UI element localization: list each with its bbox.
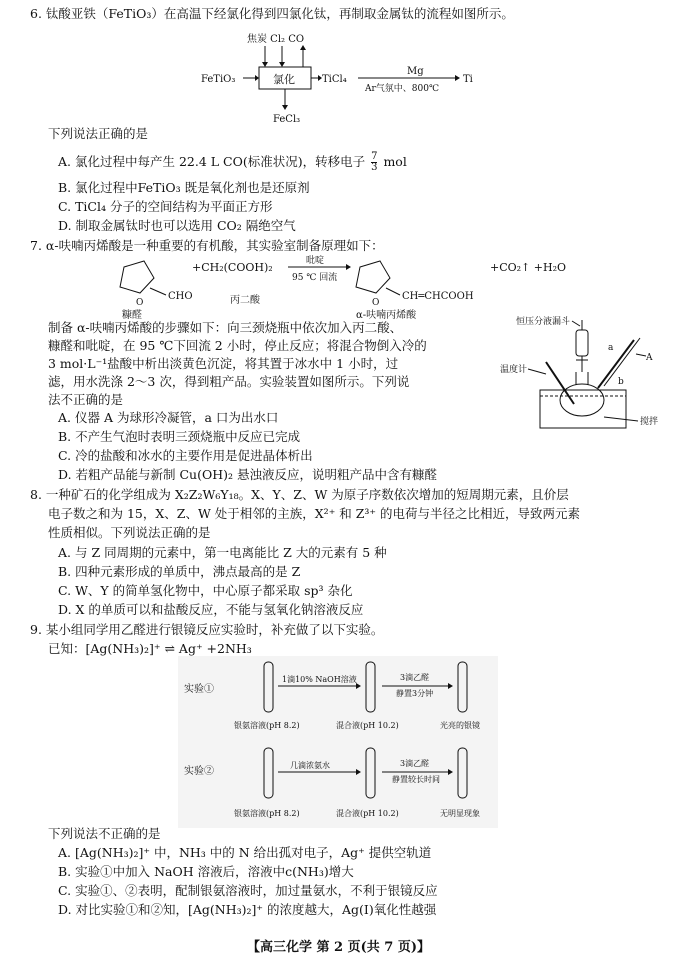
q6-option-c: C. TiCl₄ 分子的空间结构为平面正方形 [58, 199, 273, 214]
q9-option-d: D. 对比实验①和②知，[Ag(NH₃)₂]⁺ 的浓度越大，Ag(Ⅰ)氧化性越强 [58, 902, 437, 917]
q9-option-a: A. [Ag(NH₃)₂]⁺ 中，NH₃ 中的 N 给出孤对电子，Ag⁺ 提供空轨道 [58, 845, 432, 860]
port-b-label: b [618, 377, 624, 387]
three-neck-flask [560, 384, 604, 416]
q6-option-a-text: A. 氯化过程中每产生 22.4 L CO(标准状况)，转移电子 [58, 154, 366, 169]
q9-option-b: B. 实验①中加入 NaOH 溶液后，溶液中c(NH₃)增大 [58, 864, 354, 879]
exp1-tube2-label: 混合液(pH 10.2) [336, 721, 399, 730]
product-side-chain: CH═CHCOOH [402, 291, 474, 302]
exp1-tube1-label: 银氨溶液(pH 8.2) [234, 721, 300, 730]
exp2-tube3-label: 无明显现象 [440, 809, 480, 818]
q6-fraction-denominator: 3 [371, 162, 378, 173]
funnel-label: 恒压分液漏斗 [516, 317, 571, 327]
q6-option-b: B. 氯化过程中FeTiO₃ 既是氧化剂也是还原剂 [58, 180, 310, 195]
furfural-cho: CHO [168, 291, 193, 302]
q7-option-a: A. 仪器 A 为球形冷凝管，a 口为出水口 [58, 410, 279, 425]
q9-stem: 9. 某小组同学用乙醛进行银镜反应实验时，补充做了以下实验。 [30, 622, 384, 637]
exp1-step2a: 3滴乙醛 [400, 673, 430, 682]
q8-line-1: 8. 一种矿石的化学组成为 X₂Z₂W₆Y₁₈。X、Y、Z、W 为原子序数依次增加的短周期元素，且价层 [30, 487, 569, 502]
malonic-acid-plus: +CH₂(COOH)₂ [192, 261, 273, 274]
q7-procedure-line-2: 糠醛和吡啶，在 95 ℃下回流 2 小时，停止反应；将混合物倒入冷的 [48, 338, 427, 353]
q8-option-c: C. W、Y 的简单氢化物中，中心原子都采取 sp³ 杂化 [58, 583, 353, 598]
product-oxygen: O [372, 298, 380, 308]
q7-procedure-line-5: 法不正确的是 [48, 392, 124, 407]
q6-flow-diagram [195, 28, 485, 128]
exp2-step2b: 静置较长时间 [392, 775, 440, 784]
exp2-tube2-label: 混合液(pH 10.2) [336, 809, 399, 818]
stirrer-label: 搅拌 [640, 417, 659, 427]
q9-experiment-diagram [178, 656, 498, 828]
q6-flow-bottom: FeCl₃ [273, 114, 301, 125]
q7-reaction-scheme [110, 253, 590, 321]
thermometer-label: 温度计 [500, 365, 528, 375]
catalyst-label: 吡啶 [306, 256, 325, 266]
q6-flow-box: 氯化 [273, 73, 295, 86]
q6-option-a [58, 152, 407, 173]
q7-procedure-line-3: 3 mol·L⁻¹盐酸中析出淡黄色沉淀，将其置于冰水中 1 小时，过 [48, 356, 399, 371]
q8-line-2: 电子数之和为 15，X、Z、W 处于相邻的主族，X²⁺ 和 Z³⁺ 的电荷与半径之比相近，导致两元素 [48, 506, 581, 521]
name-furfural: 糠醛 [122, 310, 142, 321]
q6-flow-inputs: 焦炭 Cl₂ CO [247, 34, 305, 45]
q7-stem: 7. α-呋喃丙烯酸是一种重要的有机酸，其实验室制备原理如下： [30, 238, 384, 253]
exp1-label: 实验① [184, 684, 214, 695]
exp2-step2a: 3滴乙醛 [400, 759, 430, 768]
q7-option-b: B. 不产生气泡时表明三颈烧瓶中反应已完成 [58, 429, 301, 444]
q6-flow-reagent: Mg [407, 66, 424, 77]
q6-flow-mid: TiCl₄ [322, 74, 347, 85]
page-footer: 【高三化学 第 2 页(共 7 页)】 [246, 940, 431, 955]
q8-option-b: B. 四种元素形成的单质中，沸点最高的是 Z [58, 564, 301, 579]
reaction-condition: 95 ℃ 回流 [292, 273, 338, 283]
q9-option-c: C. 实验①、②表明，配制银氨溶液时，加过量氨水，不利于银镜反应 [58, 883, 438, 898]
q6-flow-cond: Ar气氛中、800℃ [365, 84, 440, 94]
exp1-step1: 1滴10% NaOH溶液 [282, 675, 357, 684]
name-product: α-呋喃丙烯酸 [356, 310, 417, 321]
q7-apparatus [500, 312, 660, 442]
q7-option-c: C. 冷的盐酸和冰水的主要作用是促进晶体析出 [58, 448, 313, 463]
furfural-ring [120, 261, 154, 293]
q6-option-d: D. 制取金属钛时也可以选用 CO₂ 隔绝空气 [58, 218, 296, 233]
byproducts: +CO₂↑ +H₂O [490, 261, 567, 274]
q7-option-d: D. 若粗产品能与新制 Cu(OH)₂ 悬浊液反应，说明粗产品中含有糠醛 [58, 467, 437, 482]
q6-option-a-fraction [371, 152, 377, 173]
exp2-label: 实验② [184, 766, 214, 777]
q8-line-3: 性质相似。下列说法正确的是 [48, 525, 211, 540]
q6-stem: 6. 钛酸亚铁（FeTiO₃）在高温下经氯化得到四氯化钛，再制取金属钛的流程如图所示。 [30, 6, 514, 21]
exp2-tube1-label: 银氨溶液(pH 8.2) [234, 809, 300, 818]
q9-known: 已知：[Ag(NH₃)₂]⁺ ⇌ Ag⁺ +2NH₃ [48, 641, 252, 656]
q8-option-a: A. 与 Z 同周期的元素中，第一电离能比 Z 大的元素有 5 种 [58, 545, 387, 560]
q8-option-d: D. X 的单质可以和盐酸反应，不能与氢氧化钠溶液反应 [58, 602, 364, 617]
q6-flow-right: Ti [463, 74, 473, 85]
q6-ask: 下列说法正确的是 [48, 126, 149, 141]
exp1-step2b: 静置3分钟 [396, 689, 434, 698]
q6-fraction-numerator: 7 [371, 151, 378, 162]
condenser-label: A [646, 353, 653, 363]
q6-option-a-unit: mol [383, 154, 407, 169]
q7-procedure-line-1: 制备 α-呋喃丙烯酸的步骤如下：向三颈烧瓶中依次加入丙二酸、 [48, 320, 403, 335]
product-ring [356, 261, 390, 293]
q7-procedure-line-4: 滤，用水洗涤 2～3 次，得到粗产品。实验装置如图所示。下列说 [48, 374, 410, 389]
exp1-tube3-label: 光亮的银镜 [440, 721, 480, 730]
name-malonic-acid: 丙二酸 [230, 295, 260, 306]
condenser [598, 340, 634, 388]
furfural-oxygen: O [136, 298, 144, 308]
port-a-label: a [608, 343, 614, 353]
q6-flow-left: FeTiO₃ [201, 74, 236, 85]
q9-ask: 下列说法不正确的是 [48, 826, 161, 841]
exp2-step1: 几滴浓氨水 [290, 761, 330, 770]
